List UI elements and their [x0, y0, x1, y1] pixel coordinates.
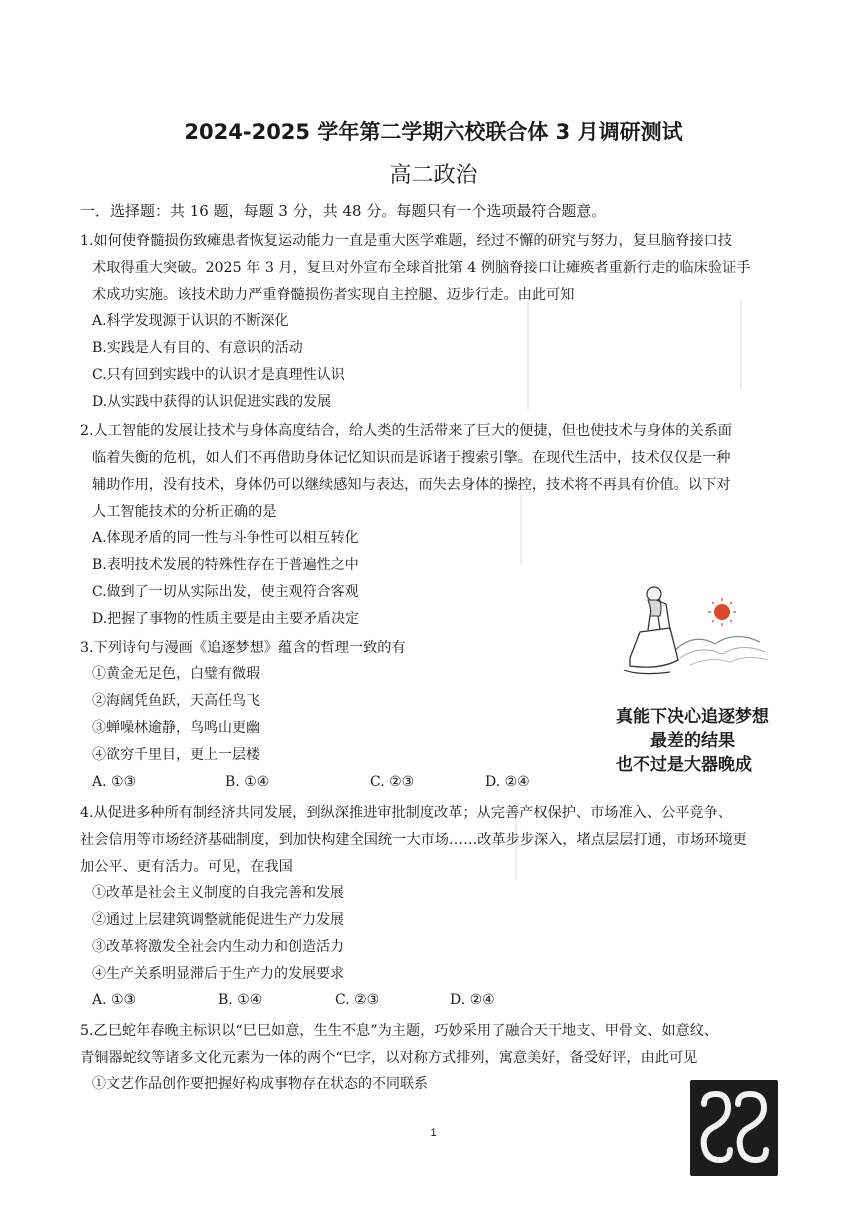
scan-artifact	[520, 495, 522, 565]
q3-answer-d: D. ②④	[485, 774, 530, 790]
exam-title: 2024-2025 学年第二学期六校联合体 3 月调研测试	[184, 120, 683, 144]
q4-statement-2: ②通过上层建筑调整就能促进生产力发展	[92, 912, 344, 928]
cartoon-caption-line: 真能下决心追逐梦想	[616, 707, 769, 727]
section-heading: 一．选择题：共 16 题，每题 3 分，共 48 分。每题只有一个选项最符合题意。	[80, 202, 607, 220]
q4-statement-3: ③改革将激发全社会内生动力和创造活力	[92, 939, 344, 955]
scan-artifact	[527, 300, 529, 410]
q3-answer-a: A. ①③	[92, 774, 137, 790]
q3-statement-2: ②海阔凭鱼跃，天高任鸟飞	[92, 693, 260, 709]
q4-stem-line: 社会信用等市场经济基础制度，到加快构建全国统一大市场……改革步步深入，堵点层层打通，市场环境更	[80, 832, 747, 848]
q1-option-a: A.科学发现源于认识的不断深化	[92, 313, 289, 329]
exam-subject: 高二政治	[389, 163, 478, 188]
q4-statement-1: ①改革是社会主义制度的自我完善和发展	[92, 885, 344, 901]
q3-stem-line: 3.下列诗句与漫画《追逐梦想》蕴含的哲理一致的有	[80, 640, 406, 656]
q3-statement-4: ④欲穷千里目，更上一层楼	[92, 747, 260, 763]
q5-statement-1: ①文艺作品创作要把握好构成事物存在状态的不同联系	[92, 1076, 428, 1092]
cartoon-caption-line: 最差的结果	[650, 731, 735, 751]
cartoon-image	[600, 570, 770, 780]
q1-option-b: B.实践是人有目的、有意识的活动	[92, 340, 303, 356]
q5-stem-line: 青铜器蛇纹等诸多文化元素为一体的两个“巳字，以对称方式排列，寓意美好，备受好评，由此可见	[80, 1050, 698, 1066]
q4-stem-line: 加公平、更有活力。可见，在我国	[80, 859, 293, 875]
q4-statement-4: ④生产关系明显滞后于生产力的发展要求	[92, 966, 344, 982]
q2-stem-line: 2.人工智能的发展让技术与身体高度结合，给人类的生活带来了巨大的便捷，但也使技术与身体的关系面	[80, 423, 732, 439]
q2-option-c: C.做到了一切从实际出发，使主观符合客观	[92, 584, 359, 600]
q4-stem-line: 4.从促进多种所有制经济共同发展，到纵深推进审批制度改革；从完善产权保护、市场准入、公平竞争、	[80, 805, 732, 821]
q1-option-d: D.从实践中获得的认识促进实践的发展	[92, 394, 332, 410]
q2-option-a: A.体现矛盾的同一性与斗争性可以相互转化	[92, 530, 359, 546]
q1-stem-line: 术成功实施。该技术助力严重脊髓损伤者实现自主控腿、迈步行走。由此可知	[92, 287, 575, 303]
q3-statement-3: ③蝉噪林逾静，鸟鸣山更幽	[92, 720, 260, 736]
q4-answer-b: B. ①④	[218, 992, 263, 1008]
cartoon-caption-line: 也不过是大器晚成	[616, 755, 752, 775]
q4-answer-d: D. ②④	[450, 992, 495, 1008]
q2-stem-line: 临着失衡的危机，如人们不再借助身体记忆知识而是诉诸于搜索引擎。在现代生活中，技术仅仅是一种	[92, 450, 731, 466]
q5-stem-line: 5.乙巳蛇年春晚主标识以“巳巳如意，生生不息”为主题，巧妙采用了融合天干地支、甲骨文、如意纹、	[80, 1023, 719, 1039]
q2-stem-line: 人工智能技术的分析正确的是	[92, 504, 277, 520]
q3-answer-c: C. ②③	[370, 774, 415, 790]
q2-option-d: D.把握了事物的性质主要是由主要矛盾决定	[92, 611, 360, 627]
q4-answer-a: A. ①③	[92, 992, 137, 1008]
q4-answer-c: C. ②③	[335, 992, 380, 1008]
q1-stem-line: 术取得重大突破。2025 年 3 月，复旦对外宣布全球首批第 4 例脑脊接口让瘫痪者重新行走的临床验证手	[92, 260, 751, 276]
cartoon-drawing	[600, 570, 770, 690]
q3-answer-b: B. ①④	[225, 774, 270, 790]
q2-stem-line: 辅助作用，没有技术，身体仍可以继续感知与表达，而失去身体的操控，技术将不再具有价值。以下对	[92, 477, 731, 493]
page-number: 1	[430, 1127, 437, 1139]
q1-option-c: C.只有回到实践中的认识才是真理性认识	[92, 367, 345, 383]
q2-option-b: B.表明技术发展的特殊性存在于普遍性之中	[92, 557, 359, 573]
scan-artifact	[740, 300, 742, 390]
q1-stem-line: 1.如何使脊髓损伤致瘫患者恢复运动能力一直是重大医学难题，经过不懈的研究与努力，复旦脑脊接口技	[80, 233, 732, 249]
q3-statement-1: ①黄金无足色，白璧有微瑕	[92, 666, 260, 682]
